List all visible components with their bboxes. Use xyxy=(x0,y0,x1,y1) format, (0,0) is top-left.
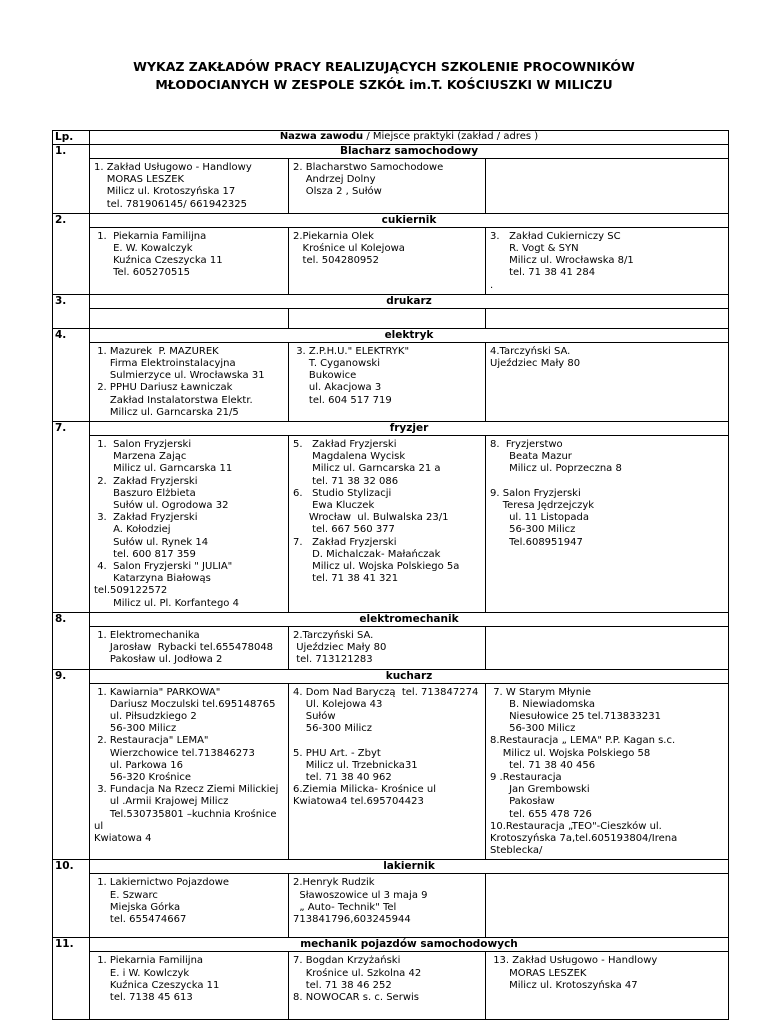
workplace-cell-1 xyxy=(90,952,289,1020)
workplaces-row xyxy=(53,683,729,860)
workplace-entry-text xyxy=(289,309,485,314)
workplaces-table xyxy=(52,130,729,1020)
row-number: 8. xyxy=(53,612,90,669)
profession-name: Blacharz samochodowy xyxy=(90,145,729,159)
workplace-entry-text: 13. Zakład Usługowo - Handlowy MORAS LESZEK Milicz ul. Krotoszyńska 47 xyxy=(493,955,658,991)
category-row xyxy=(53,145,729,159)
workplace-cell-2 xyxy=(289,436,486,613)
workplace-entry-text xyxy=(486,627,728,632)
workplaces-row xyxy=(53,342,729,421)
workplace-cell-1 xyxy=(90,436,289,613)
workplace-entry-text: 3. Zakład Cukierniczy SC R. Vogt & SYN Milicz ul. Wrocławska 8/1 tel. 71 38 41 284 . xyxy=(490,230,634,291)
profession-name: drukarz xyxy=(90,294,729,308)
workplace-entry-text: 7. W Starym Młynie B. Niewiadomska Niesułowice 25 tel.713833231 56-300 Milicz 8.Restauracja „ LEMA" P.P. Kagan s.c. Milicz ul. Wojska Polskiego 58 tel. 71 38 40 456 9 .Restauracja Jan Grembowski Pakosław tel. 655 478 726 10.Restauracja „TEO"-Cieszków ul. Krotoszyńska 7a,tel.605193804/Irena Steblecka/ xyxy=(490,686,678,857)
category-row xyxy=(53,669,729,683)
workplace-entry-text: 7. Bogdan Krzyżański Krośnice ul. Szkolna 42 tel. 71 38 46 252 8. NOWOCAR s. c. Serwis xyxy=(293,955,422,1003)
category-row xyxy=(53,213,729,227)
workplace-entry-text: 1. Kawiarnia" PARKOWA" Dariusz Moczulski tel.695148765 ul. Piłsudzkiego 2 56-300 Milicz 2. Restauracja" LEMA" Wierzchowice tel.713846273 ul. Parkowa 16 56-320 Krośnice 3. Fundacja Na Rzecz Ziemi Milickiej ul .Armii Krajowej Milicz Tel.530735801 –kuchnia Krośnice ul Kwiatowa 4 xyxy=(94,686,279,844)
workplace-entry-text xyxy=(486,874,728,879)
workplace-cell-1 xyxy=(90,159,289,214)
row-number: 9. xyxy=(53,669,90,860)
workplace-entry-text xyxy=(90,309,288,314)
workplace-cell-2 xyxy=(289,342,486,421)
workplace-entry-text: 1. Zakład Usługowo - Handlowy MORAS LESZEK Milicz ul. Krotoszyńska 17 tel. 781906145/ 661942325 xyxy=(94,162,252,210)
lp-header: Lp. xyxy=(53,131,90,145)
workplace-cell-3 xyxy=(486,952,729,1020)
document-title xyxy=(0,58,768,94)
workplace-entry-text: 2.Tarczyński SA. Ujeździec Mały 80 tel. 713121283 xyxy=(293,629,387,666)
workplace-cell-2 xyxy=(289,227,486,294)
workplace-cell-3 xyxy=(486,308,729,328)
workplace-cell-3 xyxy=(486,874,729,938)
category-row xyxy=(53,328,729,342)
profession-name: cukiernik xyxy=(90,213,729,227)
workplace-entry-text: 2.Piekarnia Olek Krośnice ul Kolejowa tel. 504280952 xyxy=(293,230,405,267)
table-header-row xyxy=(53,131,729,145)
workplace-entry-text: 1. Piekarnia Familijna E. W. Kowalczyk Kuźnica Czeszycka 11 Tel. 605270515 xyxy=(97,230,223,279)
workplace-cell-1 xyxy=(90,874,289,938)
profession-name: mechanik pojazdów samochodowych xyxy=(90,938,729,952)
workplace-entry-text: 1. Mazurek P. MAZUREK Firma Elektroinstalacyjna Sulmierzyce ul. Wrocławska 31 2. PPHU Dariusz Ławniczak Zakład Instalatorstwa Elektr. Milicz ul. Garncarska 21/5 xyxy=(97,345,265,418)
miejsce-praktyki-label: / Miejsce praktyki (zakład / adres ) xyxy=(363,131,539,142)
workplace-cell-3 xyxy=(486,436,729,613)
workplace-cell-2 xyxy=(289,952,486,1020)
workplace-cell-2 xyxy=(289,308,486,328)
category-row xyxy=(53,422,729,436)
row-number: 1. xyxy=(53,145,90,214)
workplace-entry-text: 5. Zakład Fryzjerski Magdalena Wycisk Milicz ul. Garncarska 21 a tel. 71 38 32 086 6. Studio Stylizacji Ewa Kluczek Wrocław ul. Bulwalska 23/1 tel. 667 560 377 7. Zakład Fryzjerski D. Michalczak- Małańczak Milicz ul. Wojska Polskiego 5a tel. 71 38 41 321 xyxy=(293,439,460,585)
workplace-entry-text: 1. Lakiernictwo Pojazdowe E. Szwarc Miejska Górka tel. 655474667 xyxy=(97,877,230,925)
category-row xyxy=(53,860,729,874)
workplace-entry-text: 8. Fryzjerstwo Beata Mazur Milicz ul. Poprzeczna 8 9. Salon Fryzjerski Teresa Jędrzejczyk ul. 11 Listopada 56-300 Milicz Tel.608951947 xyxy=(490,439,622,548)
workplace-cell-3 xyxy=(486,683,729,860)
workplaces-row xyxy=(53,952,729,1020)
category-row xyxy=(53,612,729,626)
profession-name: lakiernik xyxy=(90,860,729,874)
title-line-2: MŁODOCIANYCH W ZESPOLE SZKÓŁ im.T. KOŚCIUSZKI W MILICZU xyxy=(155,77,613,92)
workplace-cell-1 xyxy=(90,683,289,860)
profession-name: kucharz xyxy=(90,669,729,683)
profession-name: elektryk xyxy=(90,328,729,342)
workplace-entry-text: 1. Elektromechanika Jarosław Rybacki tel.655478048 Pakosław ul. Jodłowa 2 xyxy=(97,629,274,666)
workplace-cell-3 xyxy=(486,342,729,421)
profession-name: fryzjer xyxy=(90,422,729,436)
workplaces-row xyxy=(53,626,729,669)
workplace-cell-2 xyxy=(289,159,486,214)
workplace-cell-1 xyxy=(90,308,289,328)
workplace-cell-1 xyxy=(90,626,289,669)
workplace-entry-text: 4. Dom Nad Baryczą tel. 713847274 Ul. Kolejowa 43 Sułów 56-300 Milicz 5. PHU Art. - Zbyt Milicz ul. Trzebnicka31 tel. 71 38 40 962 6.Ziemia Milicka- Krośnice ul Kwiatowa4 tel.695704423 xyxy=(293,686,479,808)
row-number: 10. xyxy=(53,860,90,938)
workplace-entry-text: 3. Z.P.H.U." ELEKTRYK" T. Cyganowski Bukowice ul. Akacjowa 3 tel. 604 517 719 xyxy=(296,345,410,406)
workplace-cell-3 xyxy=(486,159,729,214)
workplace-cell-3 xyxy=(486,626,729,669)
workplace-entry-text: 2.Henryk Rudzik Sławoszowice ul 3 maja 9 „ Auto- Technik" Tel 713841796,603245944 xyxy=(293,877,428,925)
row-number: 3. xyxy=(53,294,90,328)
workplaces-row xyxy=(53,227,729,294)
workplaces-row xyxy=(53,874,729,938)
workplace-entry-text: 1. Salon Fryzjerski Marzena Zając Milicz ul. Garncarska 11 2. Zakład Fryzjerski Baszuro Elżbieta Sułów ul. Ogrodowa 32 3. Zakład Fryzjerski A. Kołodziej Sułów ul. Rynek 14 tel. 600 817 359 4. Salon Fryzjerski " JULIA" Katarzyna Białowąs tel.509122572 Milicz ul. Pl. Korfantego 4 xyxy=(94,439,239,609)
title-line-1: WYKAZ ZAKŁADÓW PRACY REALIZUJĄCYCH SZKOLENIE PROCOWNIKÓW xyxy=(133,59,635,74)
workplace-cell-2 xyxy=(289,683,486,860)
workplace-cell-1 xyxy=(90,227,289,294)
workplaces-row xyxy=(53,308,729,328)
row-number: 2. xyxy=(53,213,90,294)
column-header xyxy=(90,131,729,145)
workplaces-row xyxy=(53,159,729,214)
category-row xyxy=(53,938,729,952)
workplace-cell-3 xyxy=(486,227,729,294)
workplace-cell-2 xyxy=(289,626,486,669)
row-number: 11. xyxy=(53,938,90,1020)
workplace-cell-2 xyxy=(289,874,486,938)
row-number: 4. xyxy=(53,328,90,421)
nazwa-zawodu-label: Nazwa zawodu xyxy=(279,131,364,142)
workplace-entry-text xyxy=(486,309,728,314)
profession-name: elektromechanik xyxy=(90,612,729,626)
workplace-cell-1 xyxy=(90,342,289,421)
workplaces-row xyxy=(53,436,729,613)
workplace-entry-text: 4.Tarczyński SA. Ujeździec Mały 80 xyxy=(490,345,581,370)
workplace-entry-text: 2. Blacharstwo Samochodowe Andrzej Dolny Olsza 2 , Sułów xyxy=(293,162,444,198)
category-row xyxy=(53,294,729,308)
workplace-entry-text: 1. Piekarnia Familijna E. i W. Kowlczyk Kuźnica Czeszycka 11 tel. 7138 45 613 xyxy=(97,955,220,1003)
workplace-entry-text xyxy=(486,159,728,164)
row-number: 7. xyxy=(53,422,90,613)
